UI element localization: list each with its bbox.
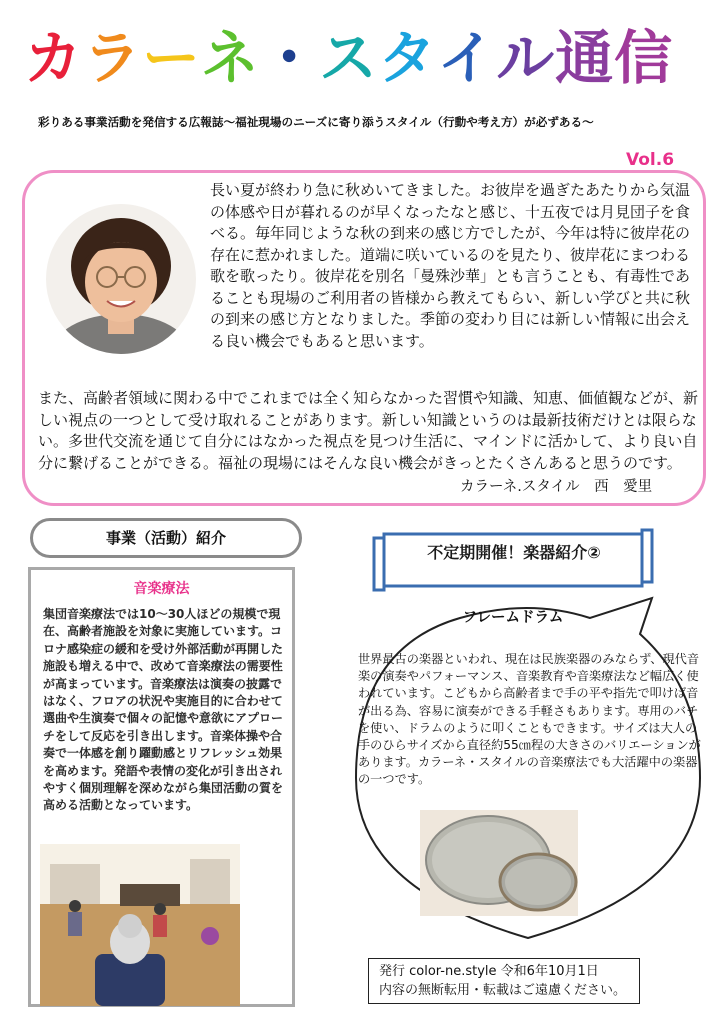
title-char: ル <box>496 24 556 92</box>
instrument-banner-label: 不定期開催！楽器紹介② <box>427 543 601 562</box>
title-char: ・ <box>260 24 320 92</box>
subtitle: 彩りある事業活動を発信する広報誌～福祉現場のニーズに寄り添うスタイル（行動や考え方）が必ずある～ <box>38 115 594 129</box>
title-char: ネ <box>201 24 261 92</box>
portrait-illustration <box>46 204 196 354</box>
title-char: イ <box>437 24 497 92</box>
frame-drum-illustration <box>420 810 578 916</box>
title-char: ス <box>319 24 379 92</box>
title-char: タ <box>378 24 438 92</box>
music-therapy-title: 音楽療法 <box>133 581 190 597</box>
copyright-line: 内容の無断転用・転載はご遠慮ください。 <box>379 983 627 998</box>
instrument-description: 世界最古の楽器といわれ、現在は民族楽器のみならず、現代音楽の演奏やパフォーマンス、音楽教育や音楽療法など幅広く使われています。こどもから高齢者まで手の平や指先で叩けば音が出る為、容易に演奏ができる手軽さもあります。専用のバチを使い、ドラムのように叩くこともできます。サイズは大人の手のひらサイズから直径約55㎝程の大きさのバリエーションがあります。カラーネ・スタイルの音楽療法でも大活躍中の楽器の一つです。 <box>358 652 701 787</box>
newsletter-title <box>24 22 704 94</box>
volume-label: Vol.6 <box>626 150 675 170</box>
frame-drum-photo <box>420 810 578 916</box>
author-signature: カラーネ.スタイル 西 愛里 <box>460 479 653 495</box>
session-photo-illustration <box>40 844 240 1006</box>
publication-line: 発行 color-ne.style 令和6年10月1日 <box>379 964 599 979</box>
publication-notice <box>368 958 640 1004</box>
title-char: 通 <box>555 24 615 92</box>
title-char: 信 <box>614 24 674 92</box>
section-label-business: 事業（活動）紹介 <box>30 518 302 558</box>
author-portrait <box>46 204 196 354</box>
music-therapy-body: 集団音楽療法では10～30人ほどの規模で現在、高齢者施設を対象に実施しています。コロナ感染症の緩和を受け外部活動が再開した施設も増える中で、改めて音楽療法の需要性が高まっています。音楽療法は演奏の披露ではなく、フロアの状況や実施目的に合わせて選曲や生演奏で個々の記憶や意欲にアプローチをして反応を引き出します。音楽体操や合奏で一体感を創り躍動感とリフレッシュ効果を高めます。発語や表情の変化が引き出されやすく個別理解を深めながら集団活動の質を高める活動となっています。 <box>43 607 284 813</box>
intro-paragraph-2: また、高齢者領域に関わる中でこれまでは全く知らなかった習慣や知識、知恵、価値観などが、新しい視点の一つとして受け取れることがあります。新しい知識というのは最新技術だけとは限らない。多世代交流を通じて自分にはなかった視点を見つけ生活に、マインドに活かして、より良い自分に繋げることができる。福祉の現場にはそんな良い機会がきっとたくさんあると思うのです。 <box>38 389 699 472</box>
instrument-name: フレームドラム <box>462 610 564 626</box>
title-char: ー <box>142 24 202 92</box>
music-session-photo <box>40 844 240 1006</box>
intro-paragraph-1: 長い夏が終わり急に秋めいてきました。お彼岸を過ぎたあたりから気温の体感や日が暮れるのが早くなったなと感じ、十五夜では月見団子を食べる。毎年同じような秋の到来の感じ方でしたが、今年は特に彼岸花の存在に惹かれました。道端に咲いているのを見たり、彼岸花にまつわる歌を歌ったり。彼岸花を別名「曼殊沙華」とも言うことも、有毒性であることも現場のご利用者の皆様から教えてもらい、新しい学びと共に秋の到来の感じ方となりました。季節の変わり目には新しい情報に出会える良い機会でもあると思います。 <box>210 181 691 350</box>
title-char: ラ <box>83 24 143 92</box>
title-char: カ <box>24 24 84 92</box>
